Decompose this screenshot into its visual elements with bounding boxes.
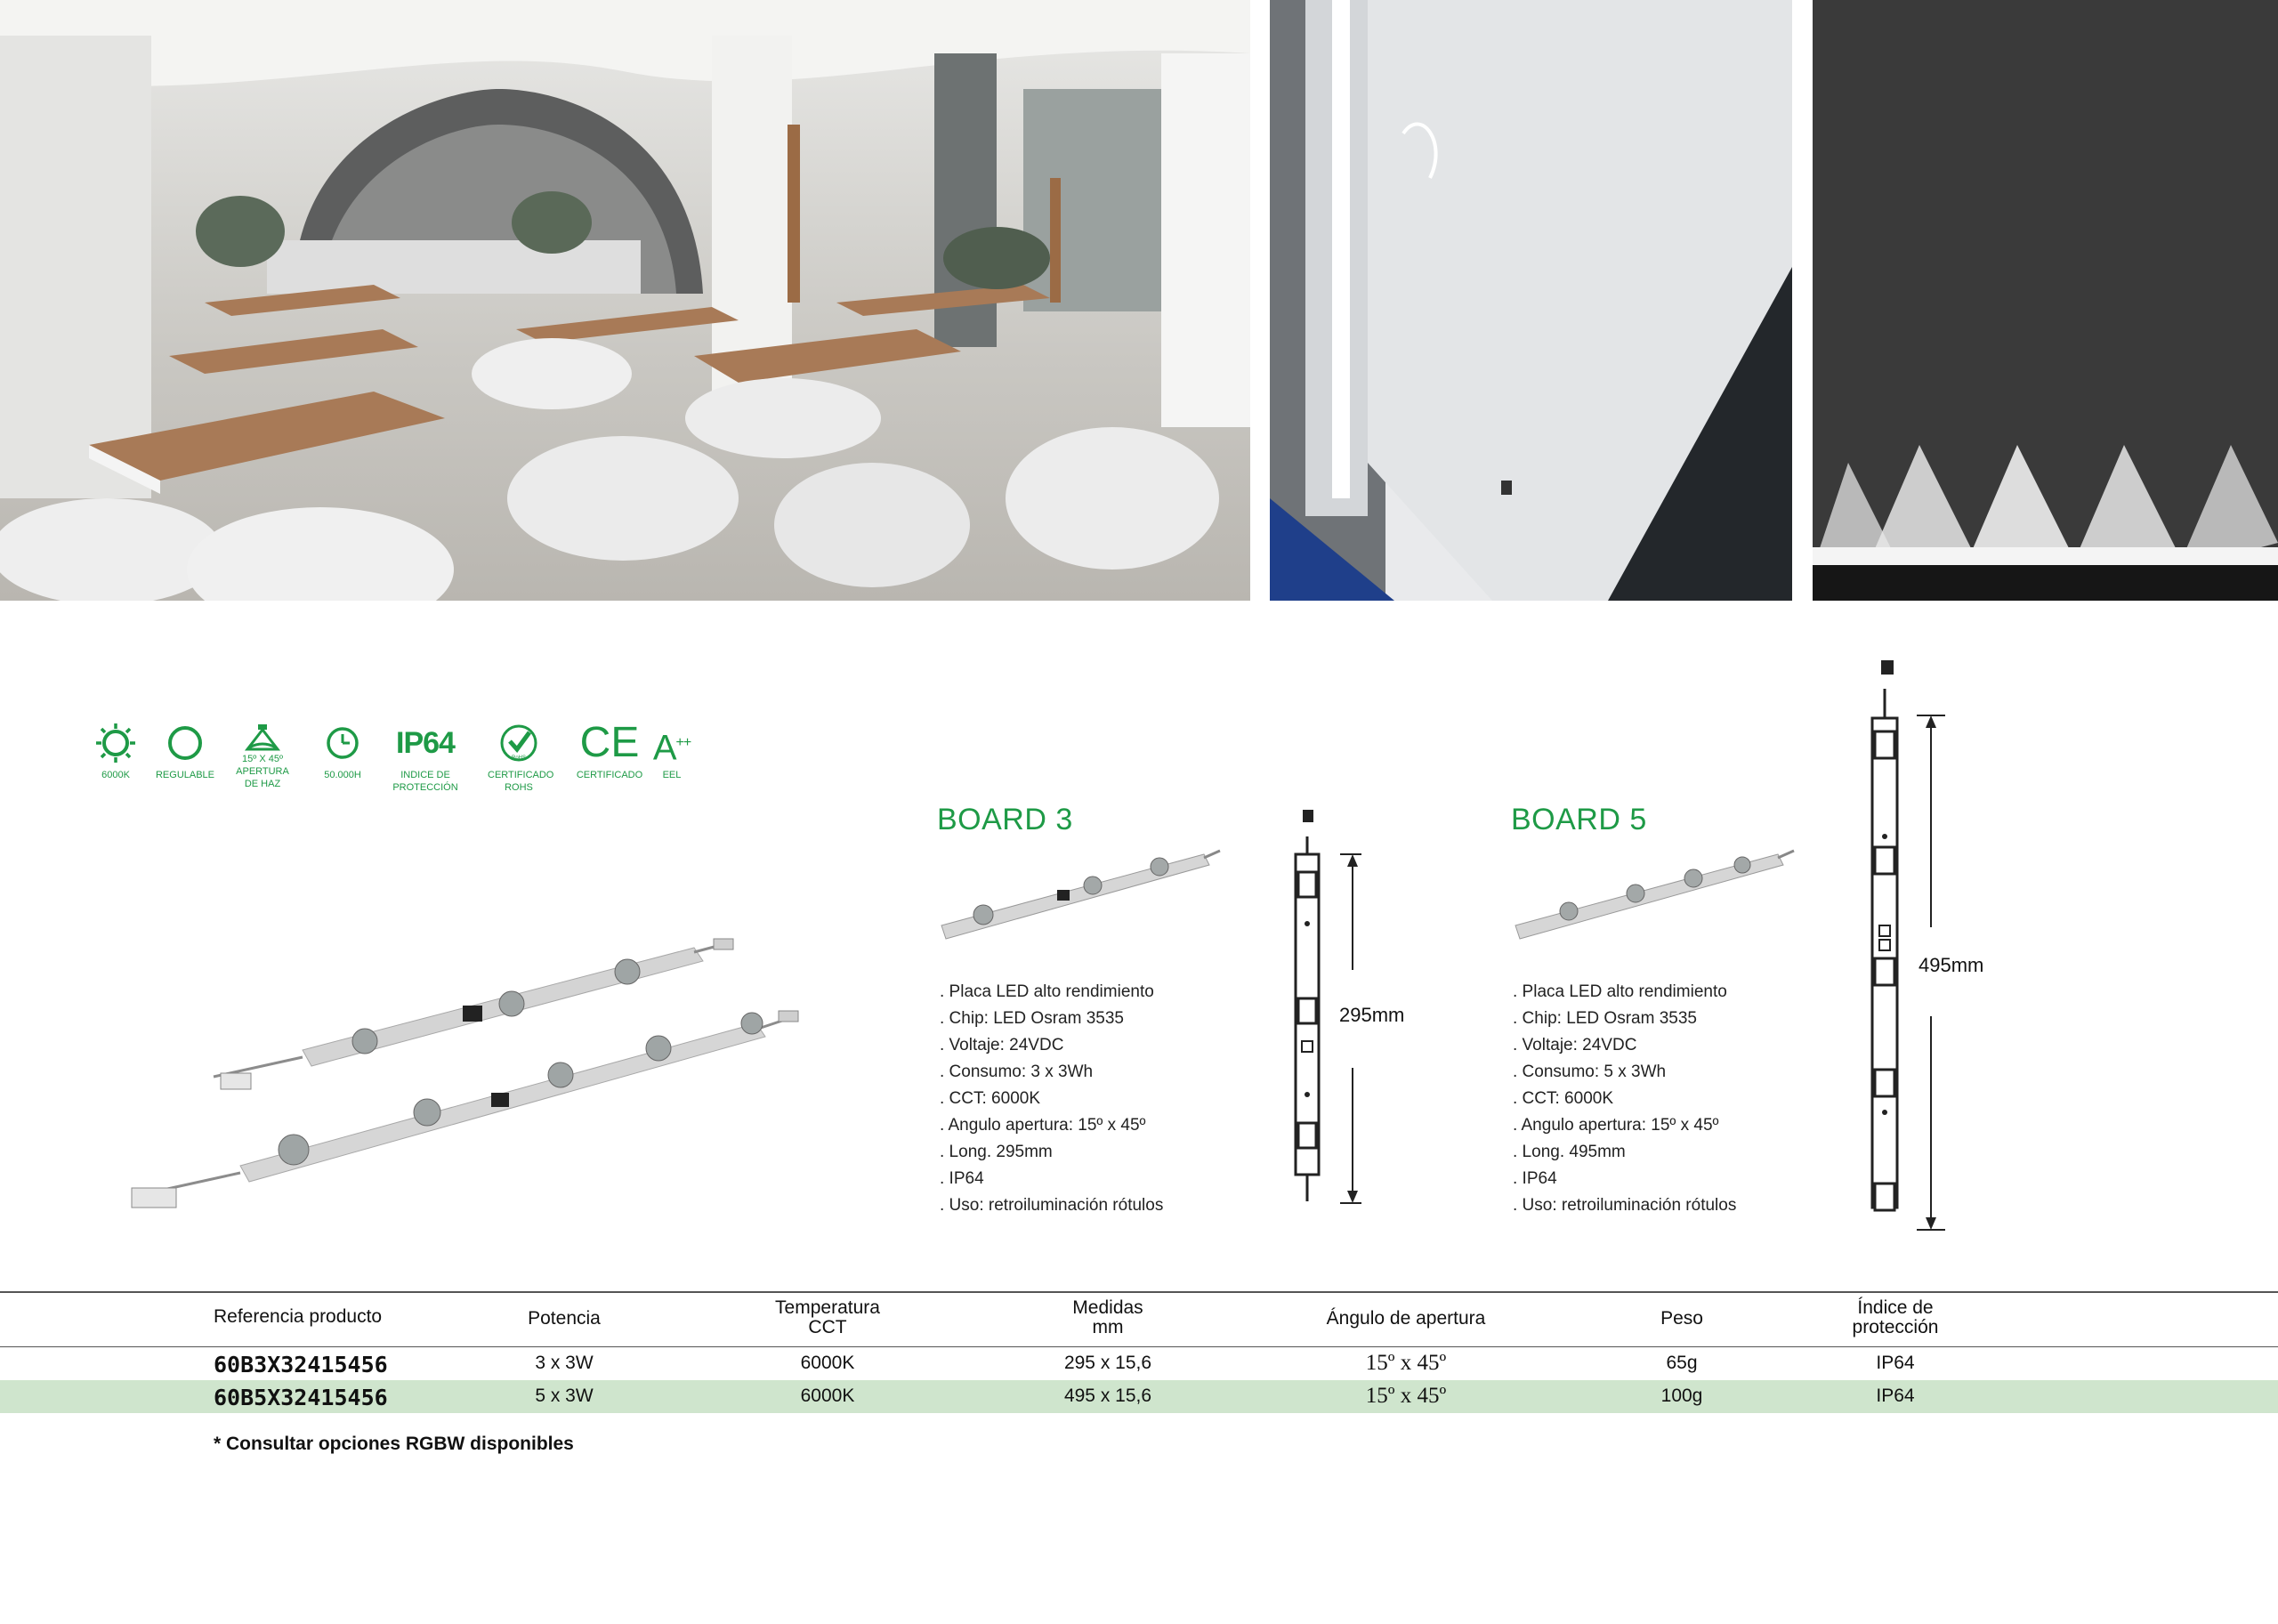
spec-item: . Voltaje: 24VDC (940, 1036, 1064, 1054)
rgbw-note: * Consultar opciones RGBW disponibles (214, 1434, 574, 1454)
header-temperature: Temperatura CCT (775, 1297, 880, 1337)
cell-angle: 15º x 45º (1365, 1384, 1447, 1408)
sun-icon (93, 723, 139, 764)
dimmer-circle-icon (165, 723, 206, 764)
led-board-5-render (132, 1011, 798, 1208)
spec-item: . Placa LED alto rendimiento (1513, 982, 1727, 1001)
spec-item: . Voltaje: 24VDC (1513, 1036, 1637, 1054)
restaurant-photo (0, 0, 1250, 601)
feature-beam-angle (222, 723, 303, 790)
spec-item: . Uso: retroiluminación rótulos (940, 1196, 1164, 1215)
spec-item: . IP64 (940, 1169, 984, 1188)
feature-label: 6000K (101, 770, 130, 780)
wall-wash-photo (1813, 0, 2278, 601)
feature-label: REGULABLE (155, 770, 215, 780)
table-top-rule (0, 1291, 2278, 1293)
beam-angle-value: 15º X 45º (242, 754, 283, 764)
feature-label: EEL (662, 770, 682, 780)
cell-temperature: 6000K (800, 1386, 855, 1406)
cell-reference: 60B5X32415456 (214, 1385, 388, 1410)
spec-item: . Long. 495mm (1513, 1143, 1626, 1161)
board-5-length-label: 495mm (1919, 954, 1984, 976)
board-3-render (937, 836, 1222, 952)
energy-class-icon: A++ (652, 728, 691, 768)
board-5-spec-list (1513, 979, 1736, 1219)
spec-table (0, 1291, 2278, 1416)
spec-item: . Consumo: 3 x 3Wh (940, 1062, 1094, 1081)
feature-label: APERTURA DE HAZ (236, 766, 289, 789)
clock-icon (322, 723, 363, 764)
feature-energy-class (641, 723, 703, 781)
cell-protection: IP64 (1876, 1353, 1915, 1373)
cell-weight: 65g (1666, 1353, 1698, 1373)
board-5-dimension-drawing (1860, 660, 1949, 1239)
cell-reference: 60B3X32415456 (214, 1352, 388, 1378)
feature-ce (570, 719, 650, 781)
header-power: Potencia (528, 1308, 601, 1329)
board-3-length-label: 295mm (1339, 1004, 1405, 1026)
board-3-spec-list (940, 979, 1163, 1219)
ce-mark-icon: CE (579, 719, 640, 766)
svg-text:RoHS: RoHS (511, 755, 527, 761)
feature-dimmable (145, 723, 225, 781)
spec-item: . Placa LED alto rendimiento (940, 982, 1154, 1001)
feature-ip (385, 723, 465, 794)
spec-item: . Angulo apertura: 15º x 45º (1513, 1116, 1719, 1135)
feature-label: 50.000H (324, 770, 361, 780)
spec-item: . Consumo: 5 x 3Wh (1513, 1062, 1667, 1081)
header-angle: Ángulo de apertura (1326, 1308, 1486, 1329)
feature-rohs (479, 723, 559, 794)
cell-power: 5 x 3W (535, 1386, 594, 1406)
header-weight: Peso (1660, 1308, 1703, 1329)
lightbox-photo (1270, 0, 1792, 601)
header-protection: Índice de protección (1852, 1297, 1939, 1337)
spec-item: . CCT: 6000K (940, 1089, 1040, 1108)
cell-angle: 15º x 45º (1365, 1351, 1447, 1375)
cell-power: 3 x 3W (535, 1353, 594, 1373)
feature-label: INDICE DE PROTECCIÓN (392, 770, 458, 793)
header-reference: Referencia producto (214, 1306, 383, 1327)
header-dimensions: Medidas mm (1072, 1297, 1143, 1337)
spec-item: . Chip: LED Osram 3535 (1513, 1009, 1697, 1028)
table-row (0, 1380, 2278, 1413)
table-row (0, 1347, 2278, 1380)
cell-temperature: 6000K (800, 1353, 855, 1373)
cell-dimensions: 295 x 15,6 (1063, 1353, 1152, 1373)
spec-item: . Uso: retroiluminación rótulos (1513, 1196, 1737, 1215)
spec-item: . CCT: 6000K (1513, 1089, 1613, 1108)
feature-label: CERTIFICADO ROHS (488, 770, 554, 793)
feature-label: CERTIFICADO (576, 770, 643, 780)
spec-item: . IP64 (1513, 1169, 1557, 1188)
cell-dimensions: 495 x 15,6 (1063, 1386, 1152, 1406)
board-5-render (1511, 836, 1796, 952)
board-3-title: BOARD 3 (937, 803, 1073, 836)
feature-6000k (76, 723, 156, 781)
rohs-check-icon (498, 723, 539, 764)
spec-item: . Angulo apertura: 15º x 45º (940, 1116, 1146, 1135)
board-5-title: BOARD 5 (1511, 803, 1647, 836)
spec-item: . Long. 295mm (940, 1143, 1053, 1161)
beam-angle-icon (242, 723, 283, 753)
ip-text-icon: IP64 (396, 726, 455, 760)
led-boards-render (116, 917, 828, 1228)
cell-weight: 100g (1660, 1386, 1703, 1406)
spec-item: . Chip: LED Osram 3535 (940, 1009, 1124, 1028)
feature-lifetime (303, 723, 383, 781)
cell-protection: IP64 (1876, 1386, 1915, 1406)
